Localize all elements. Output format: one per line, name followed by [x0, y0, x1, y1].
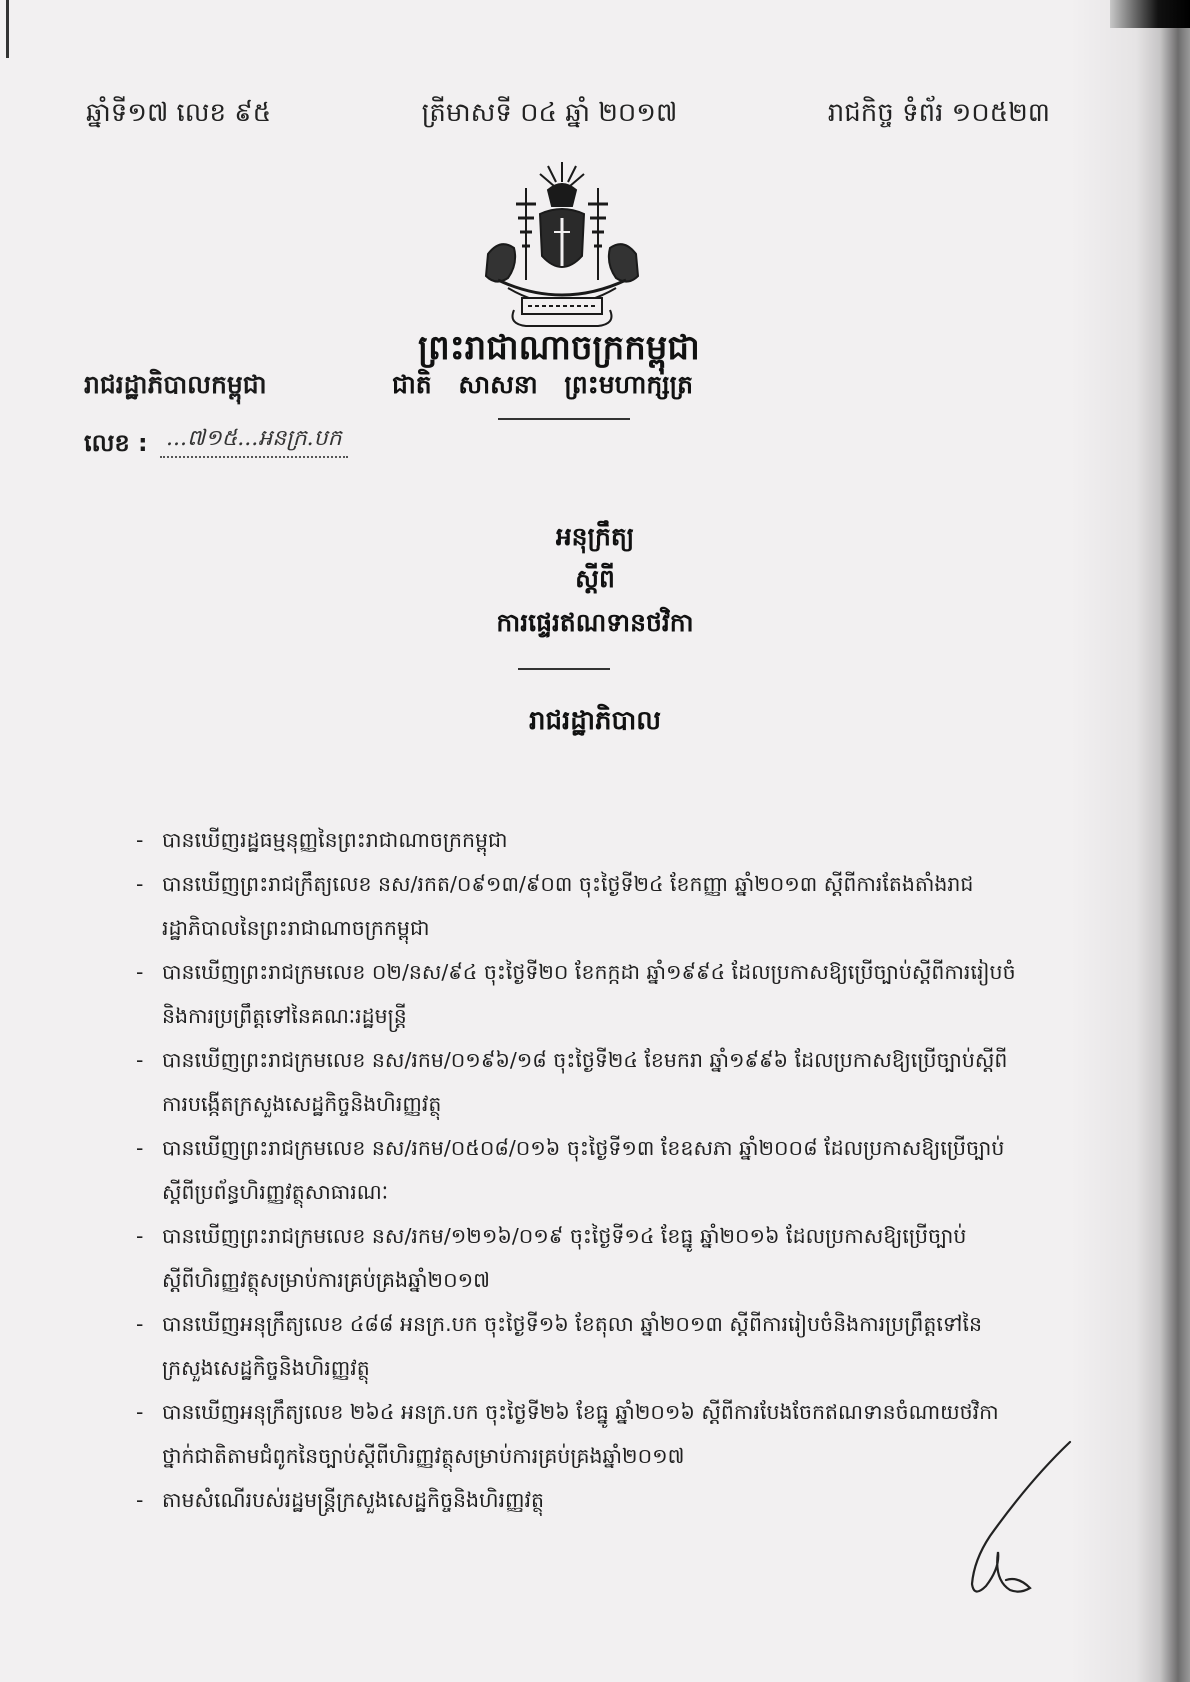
- issuer-name: រាជរដ្ឋាភិបាលកម្ពុជា: [84, 370, 267, 399]
- document-subject: ការផ្ទេរឥណទានថវិកា: [496, 608, 694, 637]
- signature-mark: [960, 1440, 1080, 1600]
- volume-issue: ឆ្នាំទី១៧ លេខ ៩៥: [86, 98, 272, 128]
- list-item: - បានឃើញព្រះរាជក្រមលេខ នស/រកម/០១៩៦/១៨ ចុះថ្ងៃទី២៤ ខែមករា ឆ្នាំ១៩៩៦ ដែលប្រកាសឱ្យប្រើច្បាប់ស្តីពីការបង្កើតក្រសួងសេដ្ឋកិច្ចនិងហិរញ្ញវត្ថុ: [136, 1038, 1016, 1126]
- reference-label: លេខ :: [84, 429, 148, 457]
- title-divider: [518, 668, 610, 670]
- motto-divider: [498, 418, 630, 420]
- national-motto: ជាតិ សាសនា ព្រះមហាក្សត្រ: [392, 370, 693, 399]
- gazette-page-number: រាជកិច្ច ទំព័រ ១០៥២៣: [827, 98, 1050, 128]
- document-type: អនុក្រឹត្យ: [555, 522, 635, 551]
- list-item: - បានឃើញរដ្ឋធម្មនុញ្ញនៃព្រះរាជាណាចក្រកម្ពុជា: [136, 818, 1016, 862]
- issuing-body: រាជរដ្ឋាភិបាល: [528, 706, 662, 736]
- preamble-list: [136, 818, 1016, 1522]
- gazette-date: ត្រីមាសទី ០៤ ឆ្នាំ ២០១៧: [421, 98, 678, 128]
- scan-edge-shadow: [1070, 0, 1190, 1682]
- reference-number: ...៧១៥...អនក្រ.បក: [160, 424, 348, 458]
- scan-mark: [6, 0, 9, 58]
- kingdom-title: ព្រះរាជាណាចក្រកម្ពុជា: [418, 328, 700, 368]
- concerning-label: ស្តីពី: [575, 564, 615, 593]
- gazette-header: [86, 96, 1050, 134]
- list-item: - បានឃើញអនុក្រឹត្យលេខ ២៦៤ អនក្រ.បក ចុះថ្ងៃទី២៦ ខែធ្នូ ឆ្នាំ២០១៦ ស្តីពីការបែងចែកឥណទានចំណាយថវិកាថ្នាក់ជាតិតាមជំពូកនៃច្បាប់ស្តីពីហិរញ្ញវត្ថុសម្រាប់ការគ្រប់គ្រងឆ្នាំ២០១៧: [136, 1390, 1016, 1478]
- list-item: - បានឃើញព្រះរាជក្រឹត្យលេខ នស/រកត/០៩១៣/៩០៣ ចុះថ្ងៃទី២៤ ខែកញ្ញា ឆ្នាំ២០១៣ ស្តីពីការតែងតាំងរាជរដ្ឋាភិបាលនៃព្រះរាជាណាចក្រកម្ពុជា: [136, 862, 1016, 950]
- list-item: - បានឃើញអនុក្រឹត្យលេខ ៤៨៨ អនក្រ.បក ចុះថ្ងៃទី១៦ ខែតុលា ឆ្នាំ២០១៣ ស្តីពីការរៀបចំនិងការប្រព្រឹត្តទៅនៃក្រសួងសេដ្ឋកិច្ចនិងហិរញ្ញវត្ថុ: [136, 1302, 1016, 1390]
- list-item: - បានឃើញព្រះរាជក្រមលេខ នស/រកម/១២១៦/០១៩ ចុះថ្ងៃទី១៤ ខែធ្នូ ឆ្នាំ២០១៦ ដែលប្រកាសឱ្យប្រើច្បាប់ស្តីពីហិរញ្ញវត្ថុសម្រាប់ការគ្រប់គ្រងឆ្នាំ២០១៧: [136, 1214, 1016, 1302]
- list-item: - បានឃើញព្រះរាជក្រមលេខ ០២/នស/៩៤ ចុះថ្ងៃទី២០ ខែកក្កដា ឆ្នាំ១៩៩៤ ដែលប្រកាសឱ្យប្រើច្បាប់ស្តីពីការរៀបចំនិងការប្រព្រឹត្តទៅនៃគណៈរដ្ឋមន្ត្រី: [136, 950, 1016, 1038]
- royal-coat-of-arms-emblem: [478, 160, 646, 330]
- scan-edge-corner: [1110, 0, 1190, 28]
- list-item: - បានឃើញព្រះរាជក្រមលេខ នស/រកម/០៥០៨/០១៦ ចុះថ្ងៃទី១៣ ខែឧសភា ឆ្នាំ២០០៨ ដែលប្រកាសឱ្យប្រើច្បាប់ស្តីពីប្រព័ន្ធហិរញ្ញវត្ថុសាធារណៈ: [136, 1126, 1016, 1214]
- list-item: - តាមសំណើរបស់រដ្ឋមន្ត្រីក្រសួងសេដ្ឋកិច្ចនិងហិរញ្ញវត្ថុ: [136, 1478, 1016, 1522]
